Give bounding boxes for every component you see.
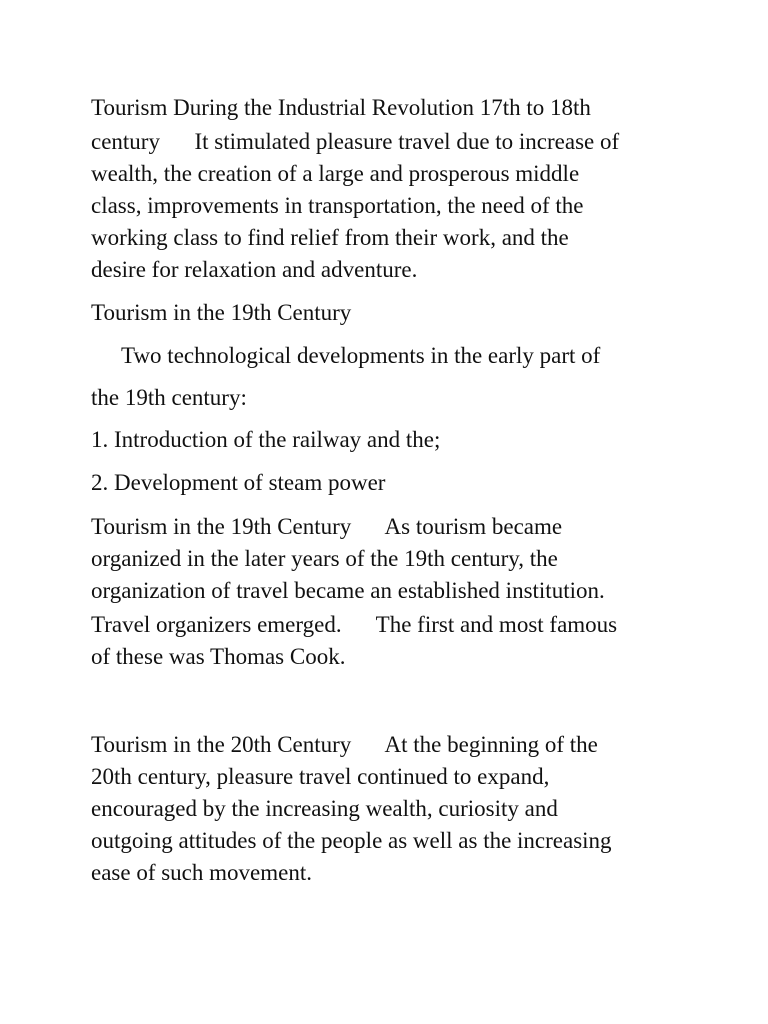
text-line: Travel organizers emerged. The first and most famous [91,612,618,637]
text-line: outgoing attitudes of the people as well as the increasing [91,828,612,853]
text-line: desire for relaxation and adventure. [91,257,418,282]
list-item: 2. Development of steam power [91,470,386,495]
text-line: century It stimulated pleasure travel due to increase of [91,129,620,154]
developments-intro-cont: the 19th century: [91,385,247,410]
text-line: of these was Thomas Cook. [91,644,346,669]
list-item: 1. Introduction of the railway and the; [91,427,441,452]
text-line: Tourism in the 20th Century At the beginning of the [91,732,598,757]
heading-19th-century: Tourism in the 19th Century [91,300,352,325]
developments-intro: Two technological developments in the early part of [121,343,601,368]
text-line: wealth, the creation of a large and prosperous middle [91,161,580,186]
text-line: encouraged by the increasing wealth, curiosity and [91,796,558,821]
text-line: ease of such movement. [91,860,312,885]
text-line: working class to find relief from their work, and the [91,225,569,250]
text-line: organization of travel became an established institution. [91,578,605,603]
text-line: Tourism in the 19th Century As tourism became [91,514,563,539]
text-line: Tourism During the Industrial Revolution 17th to 18th [91,95,591,120]
text-line: class, improvements in transportation, the need of the [91,193,584,218]
text-line: 20th century, pleasure travel continued to expand, [91,764,550,789]
text-line: organized in the later years of the 19th century, the [91,546,558,571]
